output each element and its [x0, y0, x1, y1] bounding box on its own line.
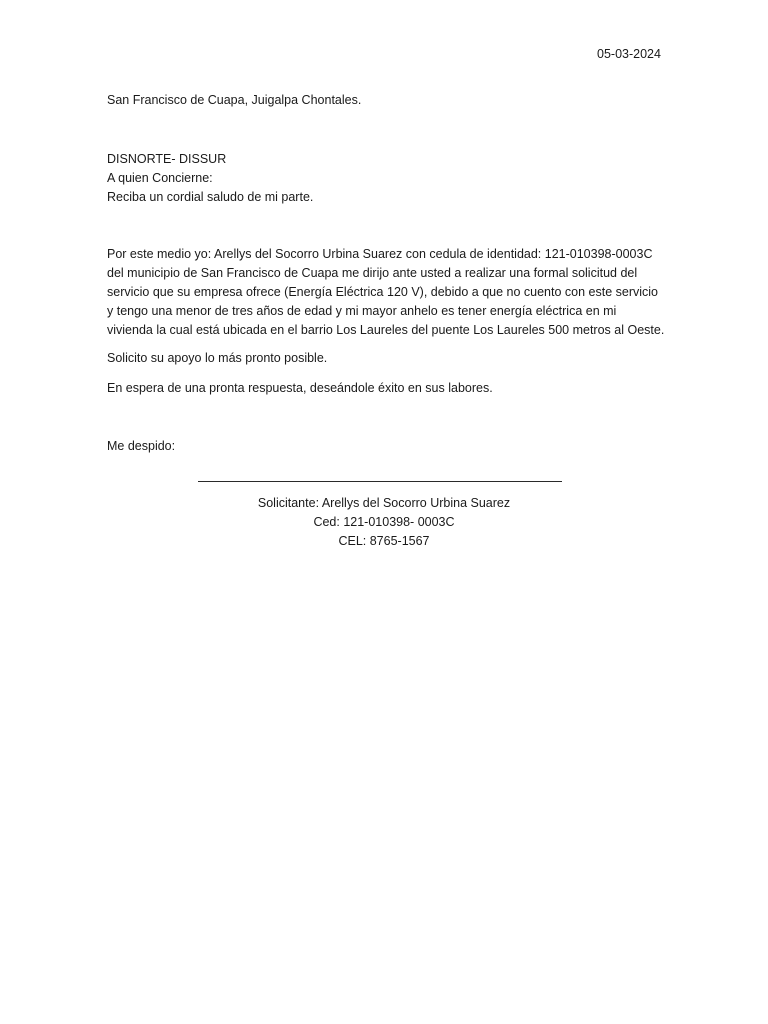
awaiting-paragraph: En espera de una pronta respuesta, deseándole éxito en sus labores. — [107, 381, 493, 395]
signature-block — [198, 494, 570, 551]
signature-phone: CEL: 8765-1567 — [338, 534, 430, 548]
recipient-name: DISNORTE- DISSUR — [107, 152, 227, 166]
salutation: A quien Concierne: — [107, 171, 213, 185]
body-line: y tengo una menor de tres años de edad y mi mayor anhelo es tener energía eléctrica en mi — [107, 304, 617, 318]
letter-place: San Francisco de Cuapa, Juigalpa Chontales. — [107, 93, 362, 107]
recipient-block — [107, 150, 313, 207]
body-line: vivienda la cual está ubicada en el barrio Los Laureles del puente Los Laureles 500 metros al Oeste. — [107, 323, 665, 337]
signature-name: Solicitante: Arellys del Socorro Urbina Suarez — [257, 496, 511, 510]
request-paragraph: Solicito su apoyo lo más pronto posible. — [107, 351, 328, 365]
body-line: Por este medio yo: Arellys del Socorro Urbina Suarez con cedula de identidad: 121-010398-0003C — [107, 247, 653, 261]
letter-date: 05-03-2024 — [597, 47, 661, 61]
body-line: del municipio de San Francisco de Cuapa me dirijo ante usted a realizar una formal solicitud del — [107, 266, 638, 280]
signature-line — [198, 481, 562, 482]
body-line: servicio que su empresa ofrece (Energía Eléctrica 120 V), debido a que no cuento con este servicio — [107, 285, 659, 299]
body-paragraph — [107, 245, 663, 340]
closing-phrase: Me despido: — [107, 439, 176, 453]
greeting: Reciba un cordial saludo de mi parte. — [107, 190, 314, 204]
signature-id: Ced: 121-010398- 0003C — [313, 515, 455, 529]
